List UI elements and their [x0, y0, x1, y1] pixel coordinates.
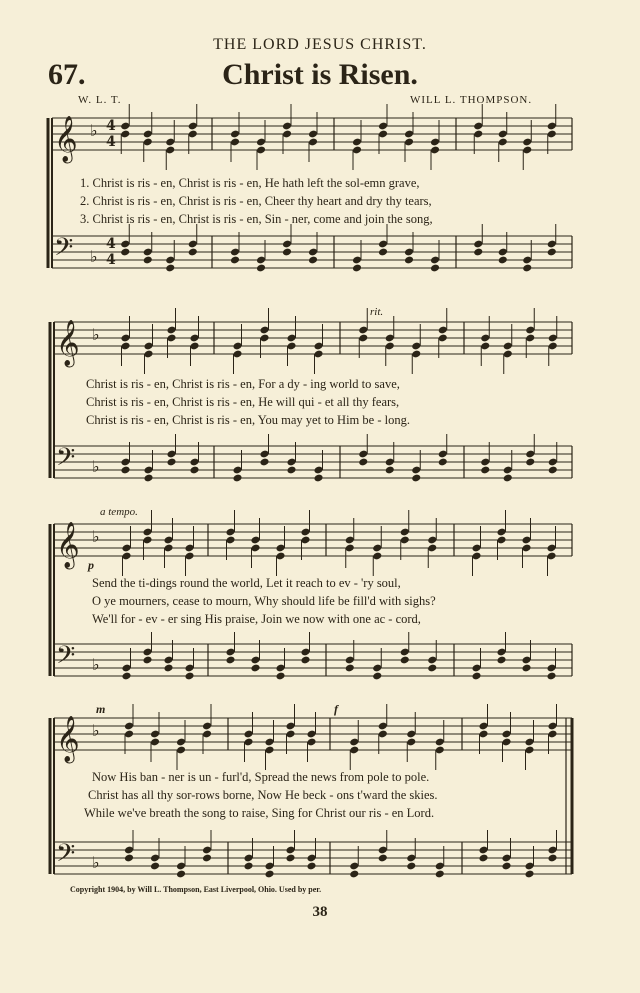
section-header: THE LORD JESUS CHRIST. [213, 36, 427, 53]
note-head [548, 466, 558, 475]
treble-clef-icon: 𝄞 [56, 320, 80, 366]
note-head [166, 458, 176, 467]
lyric-line: Christ is ris - en, Christ is ris - en, For a dy - ing world to save, [86, 377, 400, 391]
note-head [142, 656, 152, 665]
note-head [378, 854, 388, 863]
note-head [143, 474, 153, 483]
flat-sign-icon: ♭ [90, 121, 98, 140]
note-head [306, 862, 316, 871]
bass-clef-icon: 𝄢 [56, 443, 76, 478]
flat-sign-icon: ♭ [92, 457, 100, 476]
flat-sign-icon: ♭ [92, 721, 100, 740]
note-head [400, 656, 410, 665]
note-head [385, 466, 395, 475]
note-head [345, 664, 355, 673]
bass-clef-icon: 𝄢 [56, 641, 76, 676]
bass-clef-icon: 𝄢 [56, 839, 76, 874]
note-head [188, 248, 198, 257]
note-head [120, 248, 130, 257]
flat-sign-icon: ♭ [92, 655, 100, 674]
note-head [143, 256, 153, 265]
note-head [404, 256, 414, 265]
time-signature: 4 [106, 252, 116, 268]
ritardando-mark: rit. [370, 306, 384, 318]
note-head [230, 256, 240, 265]
note-head [121, 672, 131, 681]
treble-clef-icon: 𝄞 [54, 116, 78, 162]
note-head [546, 672, 556, 681]
lyric-line: We'll for - ev - er sing His praise, Join we now with one ac - cord, [92, 612, 421, 626]
note-head [478, 854, 488, 863]
time-signature: 4 [106, 118, 116, 134]
note-head [480, 466, 490, 475]
page-number: 38 [312, 904, 328, 920]
note-head [286, 466, 296, 475]
a-tempo-mark: a tempo. [100, 506, 138, 518]
note-head [285, 854, 295, 863]
note-head [120, 466, 130, 475]
note-head [471, 672, 481, 681]
lyric-line: Christ is ris - en, Christ is ris - en, You may yet to Him be - long. [86, 413, 410, 427]
time-signature: 4 [106, 236, 116, 252]
note-head [349, 870, 359, 879]
lyric-line: 3. Christ is ris - en, Christ is ris - en, Sin - ner, come and join the song, [80, 212, 433, 226]
flat-sign-icon: ♭ [92, 527, 100, 546]
note-head [232, 474, 242, 483]
note-head [522, 264, 532, 273]
note-head [547, 854, 557, 863]
bass-clef-icon: 𝄢 [54, 233, 74, 268]
treble-clef-icon: 𝄞 [56, 716, 80, 762]
note-head [438, 458, 448, 467]
time-signature: 4 [106, 134, 116, 150]
flat-sign-icon: ♭ [92, 853, 100, 872]
note-head [473, 248, 483, 257]
note-head [189, 466, 199, 475]
note-head [525, 458, 535, 467]
note-head [225, 656, 235, 665]
note-head [275, 672, 285, 681]
flat-sign-icon: ♭ [90, 247, 98, 266]
note-head [313, 474, 323, 483]
note-head [163, 664, 173, 673]
note-head [372, 672, 382, 681]
lyric-line: O ye mourners, cease to mourn, Why should life be fill'd with sighs? [92, 594, 436, 608]
note-head [202, 854, 212, 863]
note-head [501, 862, 511, 871]
note-head [358, 458, 368, 467]
lyric-line: 2. Christ is ris - en, Christ is ris - en, Cheer thy heart and dry thy tears, [80, 194, 432, 208]
flat-sign-icon: ♭ [92, 325, 100, 344]
note-head [411, 474, 421, 483]
lyric-line: Christ is ris - en, Christ is ris - en, He will qui - et all thy fears, [86, 395, 400, 409]
note-head [184, 672, 194, 681]
dynamic-piano: p [88, 558, 94, 572]
note-head [430, 264, 440, 273]
note-head [124, 854, 134, 863]
note-head [496, 656, 506, 665]
note-head [352, 264, 362, 273]
note-head [165, 264, 175, 273]
note-head [176, 870, 186, 879]
note-head [300, 656, 310, 665]
lyric-line: 1. Christ is ris - en, Christ is ris - en, He hath left the sol-emn grave, [80, 176, 420, 190]
note-head [427, 664, 437, 673]
hymn-title: Christ is Risen. [222, 58, 418, 91]
words-credit: W. L. T. [78, 94, 122, 106]
music-credit: WILL L. THOMPSON. [410, 94, 533, 106]
note-head [259, 458, 269, 467]
lyric-line: While we've breath the song to raise, Sing for Christ our ris - en Lord. [84, 806, 435, 820]
treble-clef-icon: 𝄞 [56, 522, 80, 568]
note-head [498, 256, 508, 265]
note-head [503, 474, 513, 483]
note-head [282, 248, 292, 257]
note-head [524, 870, 534, 879]
note-head [547, 248, 557, 257]
note-head [264, 870, 274, 879]
note-head [150, 862, 160, 871]
note-head [378, 248, 388, 257]
copyright-notice: Copyright 1904, by Will L. Thompson, East Liverpool, Ohio. Used by per. [70, 885, 322, 894]
note-head [308, 256, 318, 265]
note-head [250, 664, 260, 673]
note-head [243, 862, 253, 871]
note-head [435, 870, 445, 879]
lyric-line: Now His ban - ner is un - furl'd, Spread the news from pole to pole. [92, 770, 430, 784]
hymn-number: 67. [48, 58, 86, 91]
note-head [521, 664, 531, 673]
dynamic-mezzo: m [96, 702, 106, 716]
note-head [256, 264, 266, 273]
dynamic-forte: f [334, 702, 338, 716]
lyric-line: Send the ti-dings round the world, Let it reach to ev - 'ry soul, [92, 576, 401, 590]
note-head [406, 862, 416, 871]
lyric-line: Christ has all thy sor-rows borne, Now He beck - ons t'ward the skies. [88, 788, 438, 802]
